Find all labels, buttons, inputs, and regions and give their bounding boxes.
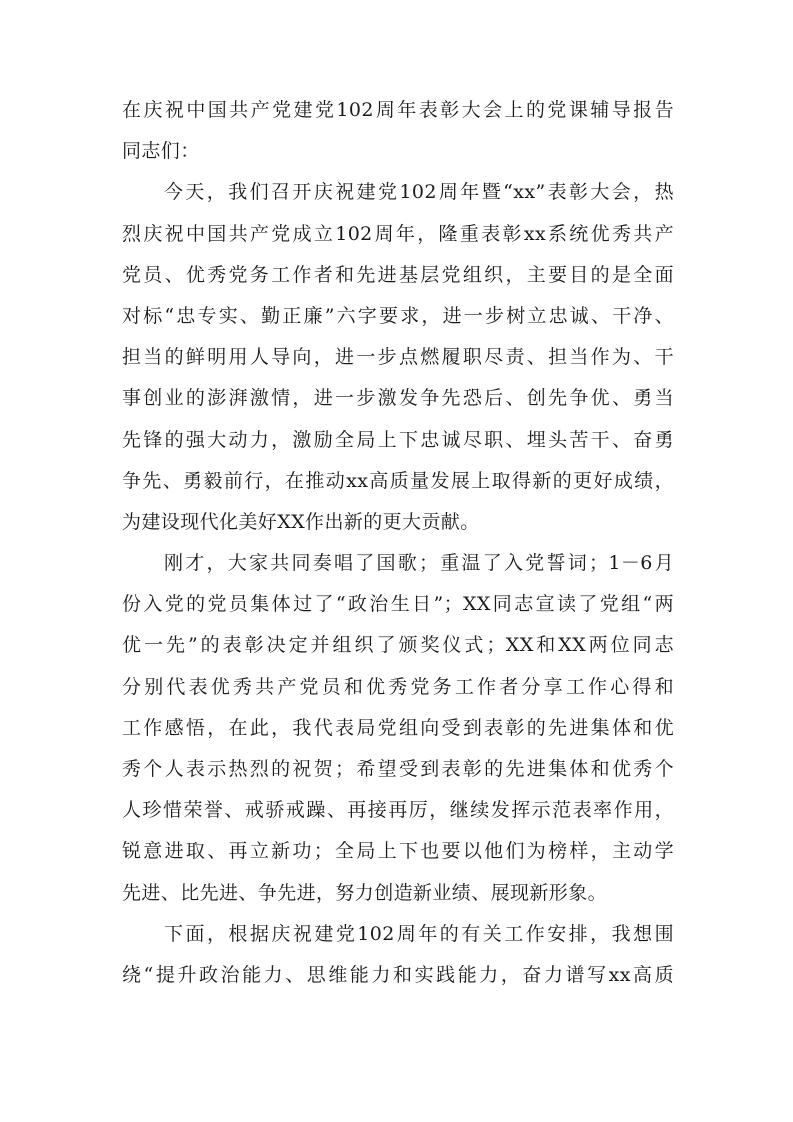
- paragraph-1-line-1: 今天，我们召开庆祝建党102周年暨“xx”表彰大会，热: [164, 181, 674, 204]
- document-title: 在庆祝中国共产党建党102周年表彰大会上的党课辅导报告: [122, 99, 674, 121]
- document-body: [122, 90, 674, 996]
- greeting: 同志们：: [122, 140, 200, 163]
- paragraph-1-line-6: 事创业的澎湃激情，进一步激发争先恐后、创先争优、勇当: [122, 387, 674, 410]
- paragraph-1-line-7: 先锋的强大动力，激励全局上下忠诚尽职、埋头苦干、奋勇: [122, 428, 674, 451]
- paragraph-3-line-1: 下面，根据庆祝建党102周年的有关工作安排，我想围: [164, 922, 674, 945]
- paragraph-2-line-6: 秀个人表示热烈的祝贺；希望受到表彰的先进集体和优秀个: [122, 758, 674, 780]
- paragraph-2-line-9: 先进、比先进、争先进，努力创造新业绩、展现新形象。: [122, 881, 608, 904]
- paragraph-2-line-7: 人珍惜荣誉、戒骄戒躁、再接再厉，继续发挥示范表率作用，: [122, 799, 674, 822]
- paragraph-1-line-3: 党员、优秀党务工作者和先进基层党组织，主要目的是全面: [122, 263, 674, 286]
- paragraph-2-line-1: 刚才，大家共同奏唱了国歌；重温了入党誓词；1－6月: [164, 552, 674, 575]
- paragraph-2-line-5: 工作感悟，在此，我代表局党组向受到表彰的先进集体和优: [122, 716, 674, 739]
- paragraph-2-line-4: 分别代表优秀共产党员和优秀党务工作者分享工作心得和: [122, 675, 674, 698]
- paragraph-1-line-9: 为建设现代化美好XX作出新的更大贡献。: [122, 510, 480, 533]
- paragraph-1-line-5: 担当的鲜明用人导向，进一步点燃履职尽责、担当作为、干: [122, 346, 674, 369]
- paragraph-2-line-8: 锐意进取、再立新功；全局上下也要以他们为榜样，主动学: [122, 840, 674, 863]
- paragraph-1-line-4: 对标“忠专实、勤正廉”六字要求，进一步树立忠诚、干净、: [122, 304, 674, 327]
- paragraph-2-line-2: 份入党的党员集体过了“政治生日”；XX同志宣读了党组“两: [122, 593, 674, 616]
- paragraph-3-line-2: 绕“提升政治能力、思维能力和实践能力，奋力谱写xx高质: [122, 963, 674, 986]
- paragraph-1-line-8: 争先、勇毅前行，在推动xx高质量发展上取得新的更好成绩，: [122, 469, 674, 492]
- paragraph-2-line-3: 优一先”的表彰决定并组织了颁奖仪式；XX和XX两位同志: [122, 634, 674, 657]
- paragraph-1-line-2: 烈庆祝中国共产党成立102周年，隆重表彰xx系统优秀共产: [122, 222, 674, 245]
